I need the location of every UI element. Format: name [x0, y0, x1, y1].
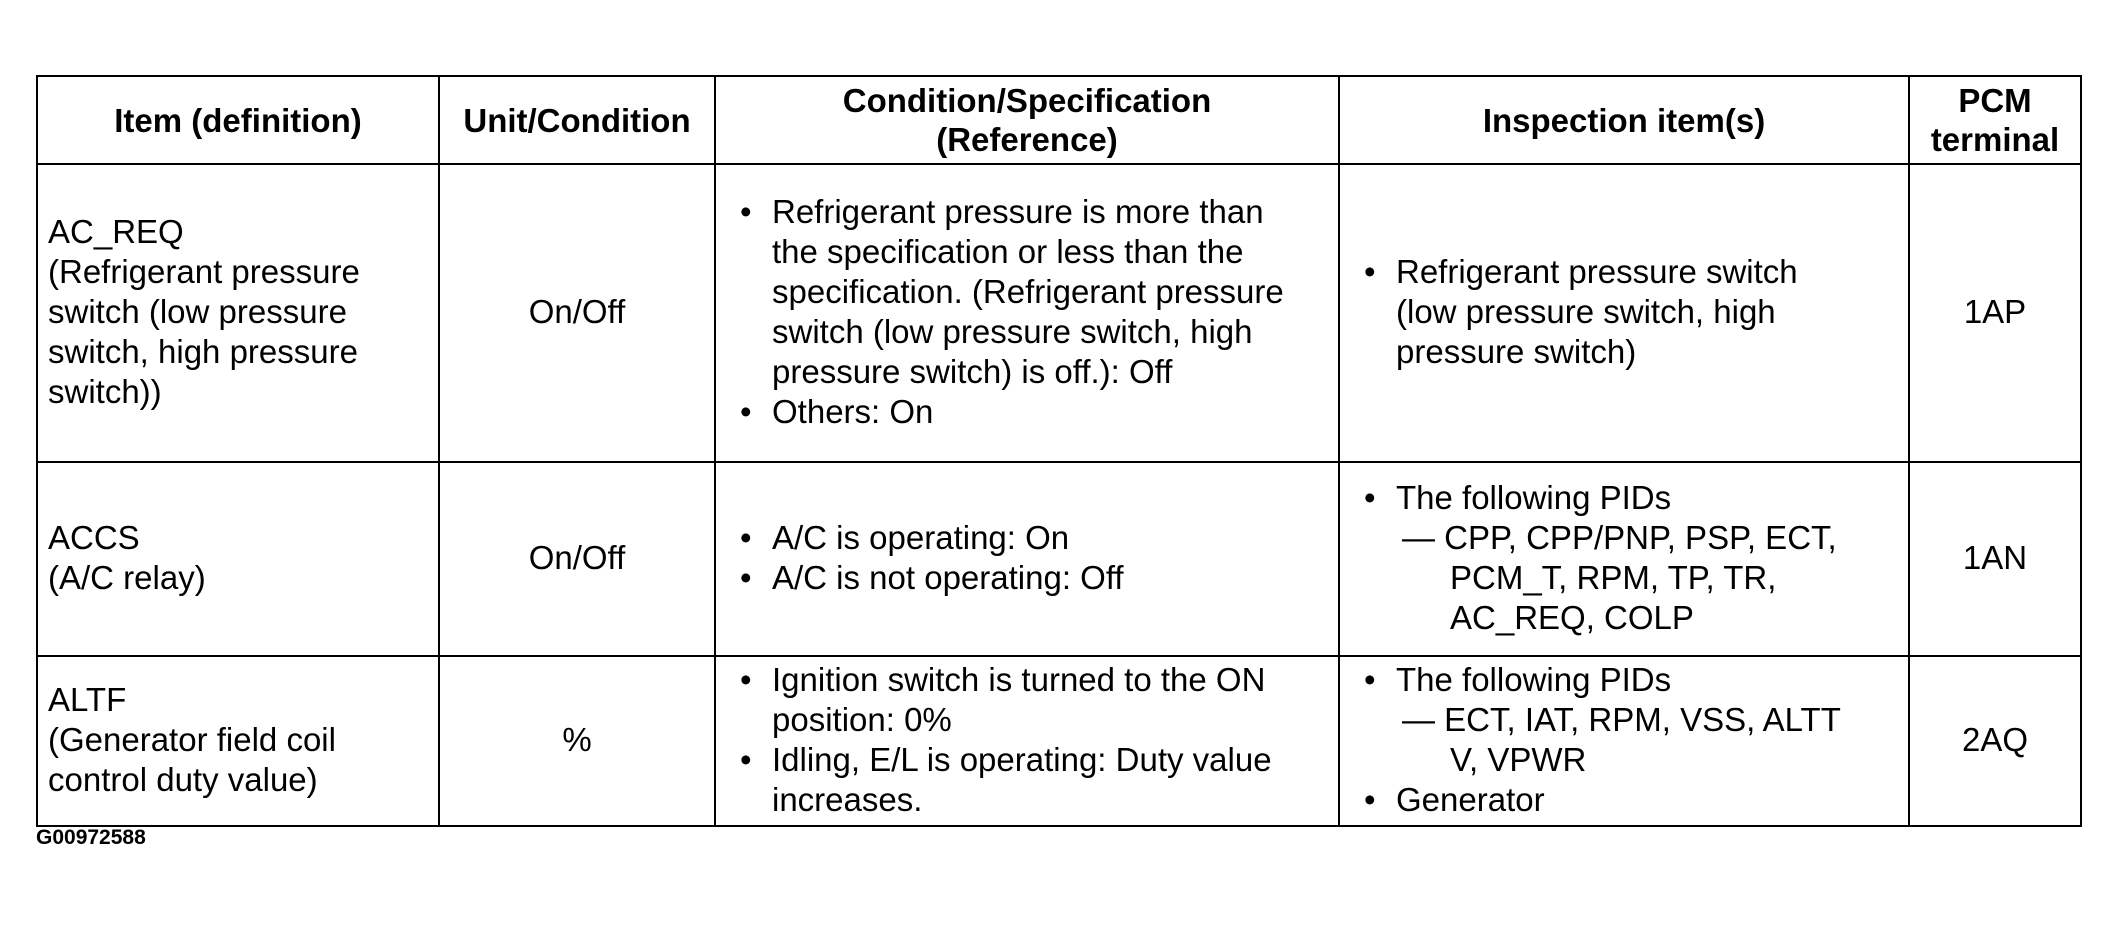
table-header-row — [37, 76, 2081, 164]
unit-cell: % — [439, 656, 715, 826]
item-definition: (Refrigerant pressure switch (low pressure switch, high pressure switch)) — [48, 253, 360, 410]
condition-item: • Idling, E/L is operating: Duty value increases. — [726, 740, 1328, 820]
condition-cell — [715, 164, 1339, 462]
item-name: ACCS — [48, 519, 140, 556]
condition-list — [726, 192, 1318, 432]
inspection-list — [1350, 252, 1848, 372]
inspection-subitem: — CPP, CPP/PNP, PSP, ECT, PCM_T, RPM, TP, TR, AC_REQ, COLP — [1402, 519, 1837, 636]
terminal-cell: 1AP — [1909, 164, 2081, 462]
item-cell — [37, 462, 439, 656]
condition-item: • Refrigerant pressure is more than the specification or less than the specification. (Refrigerant pressure switch (low pressure switch, high pressure switch) is off.): Off — [726, 192, 1318, 392]
header-item-definition: Item (definition) — [37, 76, 439, 164]
header-unit-condition: Unit/Condition — [439, 76, 715, 164]
inspection-list — [1350, 478, 1848, 638]
condition-list — [726, 518, 1328, 598]
terminal-cell: 1AN — [1909, 462, 2081, 656]
inspection-list — [1350, 660, 1848, 820]
inspection-cell — [1339, 656, 1909, 826]
table-row — [37, 164, 2081, 462]
table-row — [37, 656, 2081, 826]
condition-cell — [715, 656, 1339, 826]
item-definition: (A/C relay) — [48, 559, 206, 596]
condition-item: • A/C is not operating: Off — [726, 558, 1328, 598]
inspection-item — [1350, 660, 1848, 780]
condition-item: • Ignition switch is turned to the ON position: 0% — [726, 660, 1328, 740]
header-condition-specification: Condition/Specification (Reference) — [715, 76, 1339, 164]
figure-id: G00972588 — [36, 826, 146, 849]
condition-item: • A/C is operating: On — [726, 518, 1328, 558]
inspection-item-text: The following PIDs — [1396, 479, 1672, 516]
unit-cell: On/Off — [439, 462, 715, 656]
inspection-cell — [1339, 164, 1909, 462]
unit-cell: On/Off — [439, 164, 715, 462]
inspection-item — [1350, 478, 1848, 638]
inspection-item-text: The following PIDs — [1396, 661, 1672, 698]
condition-list — [726, 660, 1328, 820]
condition-item: • Others: On — [726, 392, 1318, 432]
header-pcm-terminal: PCM terminal — [1909, 76, 2081, 164]
inspection-item-text: Refrigerant pressure switch (low pressure switch, high pressure switch) — [1396, 253, 1798, 370]
inspection-subitem: — ECT, IAT, RPM, VSS, ALTT V, VPWR — [1402, 701, 1841, 778]
item-name: AC_REQ — [48, 213, 184, 250]
item-definition: (Generator field coil control duty value) — [48, 721, 336, 798]
terminal-cell: 2AQ — [1909, 656, 2081, 826]
pid-specification-table — [36, 75, 2082, 827]
header-inspection-items: Inspection item(s) — [1339, 76, 1909, 164]
item-cell — [37, 656, 439, 826]
inspection-cell — [1339, 462, 1909, 656]
table-row — [37, 462, 2081, 656]
item-cell — [37, 164, 439, 462]
inspection-item — [1350, 252, 1848, 372]
item-name: ALTF — [48, 681, 127, 718]
inspection-item-text: Generator — [1396, 781, 1545, 818]
condition-cell — [715, 462, 1339, 656]
inspection-item — [1350, 780, 1848, 820]
